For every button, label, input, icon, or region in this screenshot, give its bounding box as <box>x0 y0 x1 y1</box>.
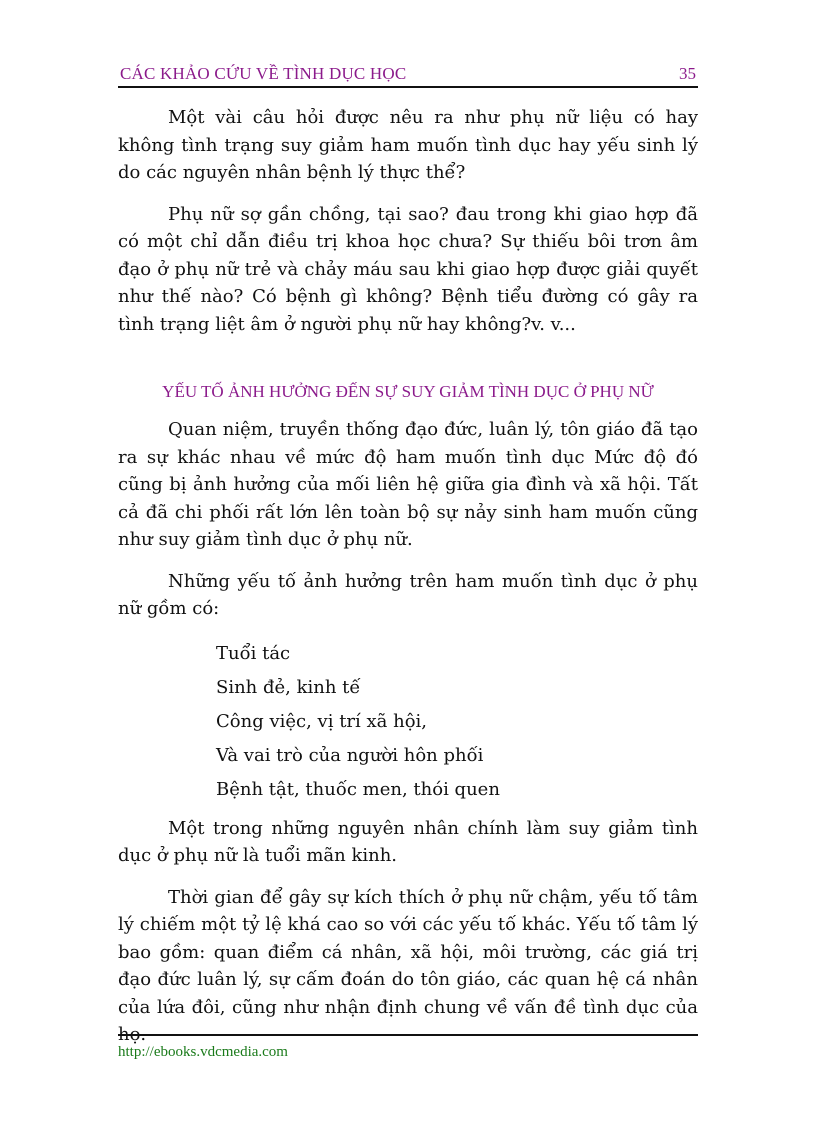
running-title: CÁC KHẢO CỨU VỀ TÌNH DỤC HỌC <box>120 64 407 83</box>
list-item: Bệnh tật, thuốc men, thói quen <box>216 778 500 800</box>
list-item: Công việc, vị trí xã hội, <box>216 710 428 732</box>
list-item: Tuổi tác <box>216 642 291 664</box>
page-number: 35 <box>679 64 696 83</box>
factor-list <box>118 637 698 807</box>
page-header <box>118 64 698 88</box>
paragraph-tradition: Quan niệm, truyền thống đạo đức, luân lý, tôn giáo đã tạo ra sự khác nhau về mức độ ham muốn tình dục Mức độ đó cũng bị ảnh hưởng của mối liên hệ giữa gia đình và xã hội. Tất cả đã chi phối rất lớn lên toàn bộ sự nảy sinh ham muốn cũng như suy giảm tình dục ở phụ nữ. <box>118 419 698 550</box>
paragraph-questions-2: Phụ nữ sợ gần chồng, tại sao? đau trong khi giao hợp đã có một chỉ dẫn điều trị khoa học chưa? Sự thiếu bôi trơn âm đạo ở phụ nữ trẻ và chảy máu sau khi giao hợp được giải quyết như thế nào? Có bệnh gì không? Bệnh tiểu đường có gây ra tình trạng liệt âm ở người phụ nữ hay không?v. v... <box>118 203 698 335</box>
footer-link[interactable]: http://ebooks.vdcmedia.com <box>118 1044 288 1060</box>
paragraph-menopause: Một trong những nguyên nhân chính làm suy giảm tình dục ở phụ nữ là tuổi mãn kinh. <box>118 817 698 866</box>
list-item: Sinh đẻ, kinh tế <box>216 676 361 698</box>
page-body <box>118 104 698 1063</box>
section-heading: YẾU TỐ ẢNH HƯỞNG ĐẾN SỰ SUY GIẢM TÌNH DỤC Ở PHỤ NỮ <box>162 382 654 401</box>
list-item: Và vai trò của người hôn phối <box>216 744 484 766</box>
paragraph-psychology: Thời gian để gây sự kích thích ở phụ nữ chậm, yếu tố tâm lý chiếm một tỷ lệ khá cao so với các yếu tố khác. Yếu tố tâm lý bao gồm: quan điểm cá nhân, xã hội, môi trường, các giá trị đạo đức luân lý, sự cấm đoán do tôn giáo, các quan hệ cá nhân của lứa đôi, cũng như nhận định chung về vấn đề tình dục của họ. <box>118 886 698 1045</box>
paragraph-factors-intro: Những yếu tố ảnh hưởng trên ham muốn tình dục ở phụ nữ gồm có: <box>118 570 698 619</box>
footer-divider <box>118 1034 698 1036</box>
paragraph-questions-1: Một vài câu hỏi được nêu ra như phụ nữ liệu có hay không tình trạng suy giảm ham muốn tình dục hay yếu sinh lý do các nguyên nhân bệnh lý thực thể? <box>118 107 698 183</box>
